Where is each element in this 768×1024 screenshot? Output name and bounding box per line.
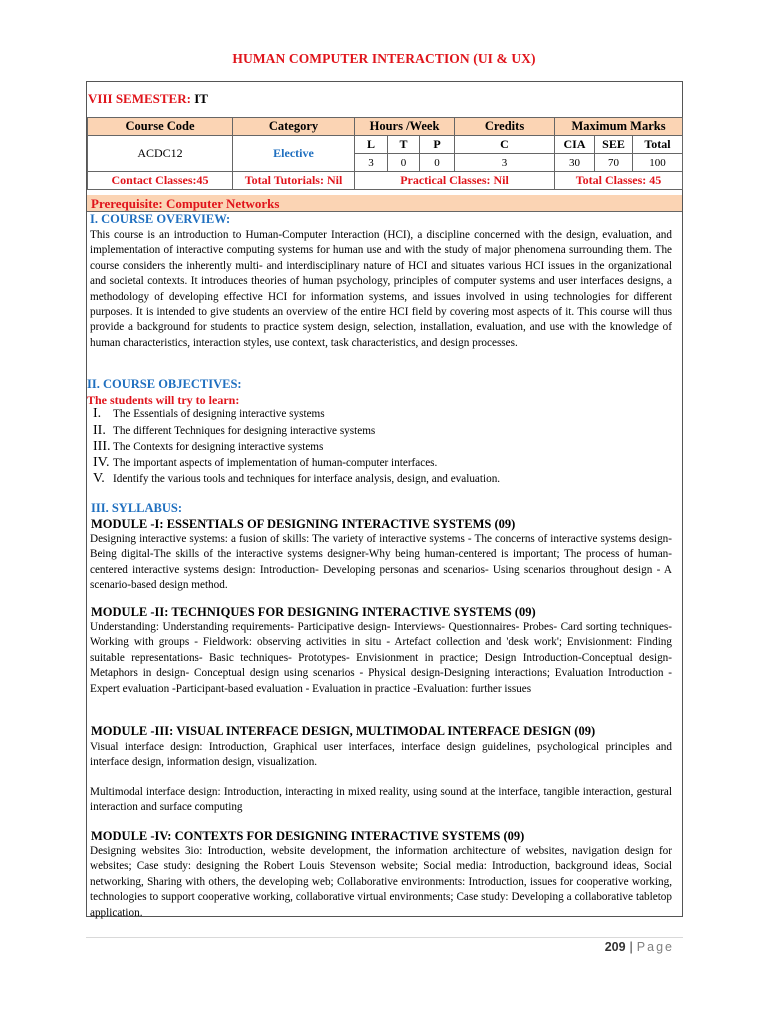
header-credits: Credits <box>455 118 555 136</box>
module-2-text: Understanding: Understanding requirements- Participative design- Interviews- Questionnaires- Probes- Card sorting techniques-Working with groups - Fieldwork: observing activities in situ - Artefact collection and 'desk work'; Envisionment: Finding suitable representations- Basic techniques- Prototypes- Envisionment in practice; Design Introduction-Conceptual design- Metaphors in design- Conceptual design using scenarios - Physical design-Designing interactions; Evaluation Introduction -Expert evaluation -Participant-based evaluation - Evaluation in practice -Evaluation: further issues <box>90 621 672 695</box>
overview-heading: I. COURSE OVERVIEW: <box>90 212 231 226</box>
module-3-text-visual: Visual interface design: Introduction, Graphical user interfaces, interface design guidelines, psychological principles and interface design, information design, visualization. <box>90 741 672 769</box>
page-word: Page <box>636 940 674 954</box>
objective-text: The different Techniques for designing interactive systems <box>113 425 376 437</box>
header-hours-week: Hours /Week <box>355 118 455 136</box>
value-t: 0 <box>388 154 420 172</box>
objectives-subheading: The students will try to learn: <box>87 393 240 407</box>
value-l: 3 <box>355 154 388 172</box>
module-2-title: MODULE -II: TECHNIQUES FOR DESIGNING INTERACTIVE SYSTEMS (09) <box>91 605 536 619</box>
objective-number: V. <box>93 471 105 486</box>
value-c: 3 <box>455 154 555 172</box>
objective-item <box>93 406 325 422</box>
objective-number: I. <box>93 406 102 421</box>
objective-item <box>93 423 375 439</box>
course-code-value: ACDC12 <box>88 136 233 172</box>
prerequisite-bar: Prerequisite: Computer Networks <box>87 195 682 212</box>
syllabus-heading: III. SYLLABUS: <box>91 501 183 515</box>
semester-value: IT <box>194 91 208 106</box>
label-t: T <box>388 136 420 154</box>
page-title: HUMAN COMPUTER INTERACTION (UI & UX) <box>232 51 536 66</box>
objective-text: The important aspects of implementation of human-computer interfaces. <box>113 457 438 469</box>
contact-classes: Contact Classes:45 <box>88 172 233 190</box>
label-see: SEE <box>595 136 633 154</box>
semester-label: VIII SEMESTER: <box>88 91 191 106</box>
total-classes: Total Classes: 45 <box>555 172 683 190</box>
module-4-text: Designing websites 3io: Introduction, website development, the information architecture of websites, navigation design for websites; Case study: designing the Robert Louis Stevenson website; Social media: Introduction, background ideas, Social networking, Sharing with others, the developing web; Collaborative environments: Introduction, issues for cooperative working, technologies to support cooperative working, collaborative virtual environments; Case study: Developing a collaborative tabletop application. <box>90 845 672 919</box>
page-number: 209 <box>604 940 626 954</box>
objectives-heading: II. COURSE OBJECTIVES: <box>87 377 242 391</box>
total-tutorials: Total Tutorials: Nil <box>233 172 355 190</box>
objective-item <box>93 455 437 471</box>
objective-number: II. <box>93 423 106 438</box>
value-cia: 30 <box>555 154 595 172</box>
page-footer <box>605 940 674 954</box>
objective-number: IV. <box>93 455 110 470</box>
header-category: Category <box>233 118 355 136</box>
category-value: Elective <box>233 136 355 172</box>
module-1-text: Designing interactive systems: a fusion of skills: The variety of interactive systems - The concerns of interactive systems design-Being digital-The skills of the interactive systems designer-Why being human-centered is important; The process of human-centered interactive systems design: Introduction- Developing personas and scenarios- Using scenarios throughout design - A scenario-based design method. <box>90 533 672 592</box>
module-3-text-multimodal: Multimodal interface design: Introduction, interacting in mixed reality, using sound at the interface, tangible interaction, gestural interaction and surface computing <box>90 786 672 814</box>
objective-text: The Contexts for designing interactive systems <box>113 441 324 453</box>
overview-text: This course is an introduction to Human-Computer Interaction (HCI), a discipline concerned with the design, evaluation, and implementation of interactive computing systems for human use and with the study of major phenomena surrounding them. The course considers the inherently multi- and interdisciplinary nature of HCI and situates various HCI issues in the organizational and societal contexts. It introduces theories of human psychology, principles of computer systems and user interfaces designs, a methodology of developing effective HCI for information systems, and issues involved in using technologies for different purposes. It is intended to give students an overview of the entire HCI field by covering most aspects of it. This course will thus provide a background for students to practice system design, selection, installation, evaluation, and use with the knowledge of human characteristics, interaction styles, use context, task characteristics, and design processes. <box>90 229 672 349</box>
value-total: 100 <box>633 154 683 172</box>
label-total: Total <box>633 136 683 154</box>
objective-item <box>93 439 323 455</box>
module-4-title: MODULE -IV: CONTEXTS FOR DESIGNING INTERACTIVE SYSTEMS (09) <box>91 829 525 843</box>
footer-divider <box>86 937 683 938</box>
header-course-code: Course Code <box>88 118 233 136</box>
objective-item <box>93 471 500 487</box>
semester-line <box>88 91 208 107</box>
module-1-title: MODULE -I: ESSENTIALS OF DESIGNING INTERACTIVE SYSTEMS (09) <box>91 517 516 531</box>
course-info-table <box>87 117 683 190</box>
label-l: L <box>355 136 388 154</box>
footer-separator: | <box>629 940 633 954</box>
value-p: 0 <box>420 154 455 172</box>
objective-text: The Essentials of designing interactive systems <box>113 408 325 420</box>
header-maximum-marks: Maximum Marks <box>555 118 683 136</box>
practical-classes: Practical Classes: Nil <box>355 172 555 190</box>
objective-number: III. <box>93 439 111 454</box>
value-see: 70 <box>595 154 633 172</box>
label-c: C <box>455 136 555 154</box>
module-3-title: MODULE -III: VISUAL INTERFACE DESIGN, MULTIMODAL INTERFACE DESIGN (09) <box>91 724 596 738</box>
objective-text: Identify the various tools and techniques for interface analysis, design, and evaluation. <box>113 473 501 485</box>
label-cia: CIA <box>555 136 595 154</box>
label-p: P <box>420 136 455 154</box>
